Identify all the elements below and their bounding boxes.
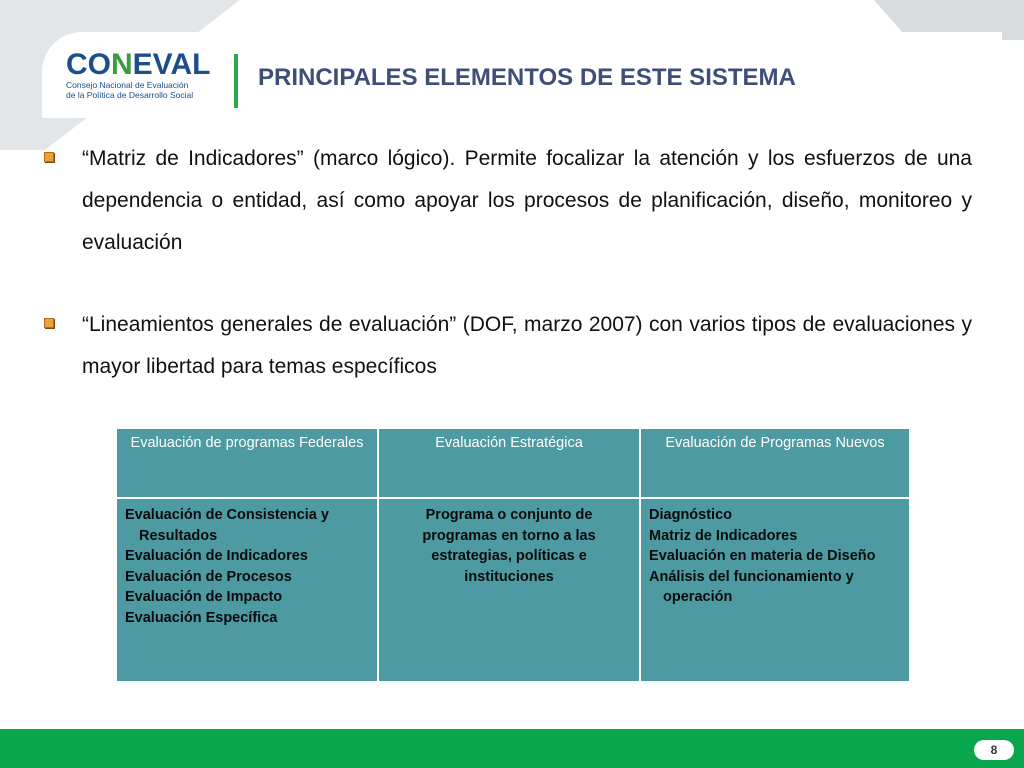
bullet-text: “Lineamientos generales de evaluación” (DOF, marzo 2007) con varios tipos de evaluaciones y mayor libertad para temas específicos — [82, 313, 972, 378]
table-cell-federales — [116, 498, 378, 682]
list-item: Análisis del funcionamiento y operación — [649, 568, 854, 605]
bullet-square-icon — [44, 318, 54, 328]
list-item: Diagnóstico — [649, 507, 733, 523]
list-item: Evaluación de Indicadores — [125, 548, 308, 564]
coneval-logo — [66, 50, 216, 112]
list-item: Evaluación en materia de Diseño — [649, 548, 876, 564]
list-item: Evaluación de Consistencia y Resultados — [125, 507, 329, 544]
bullet-item — [42, 138, 972, 264]
bullet-item — [42, 304, 972, 388]
table-header-cell: Evaluación de Programas Nuevos — [640, 428, 910, 498]
table-cell-estrategica: Programa o conjunto de programas en torno a las estrategias, políticas e instituciones — [378, 498, 640, 682]
bullet-text: “Matriz de Indicadores” (marco lógico). Permite focalizar la atención y los esfuerzos de una dependencia o entidad, así como apoyar los procesos de planificación, diseño, monitoreo y evaluación — [82, 147, 972, 254]
bullet-list — [42, 138, 972, 428]
table-header-cell: Evaluación Estratégica — [378, 428, 640, 498]
table-header-cell: Evaluación de programas Federales — [116, 428, 378, 498]
page-title: PRINCIPALES ELEMENTOS DE ESTE SISTEMA — [258, 64, 796, 91]
logo-subtitle-line1: Consejo Nacional de Evaluación — [66, 80, 189, 90]
list-item: Evaluación de Procesos — [125, 568, 292, 585]
page-number: 8 — [974, 740, 1014, 760]
logo-wordmark: CONEVAL — [66, 48, 211, 81]
table-header-row — [116, 428, 910, 498]
evaluation-table — [115, 427, 911, 683]
logo-subtitle-line2: de la Política de Desarrollo Social — [66, 90, 194, 100]
header-divider — [234, 54, 238, 108]
table-row — [116, 498, 910, 682]
list-item: Evaluación de Impacto — [125, 589, 283, 605]
bullet-square-icon — [44, 152, 54, 162]
list-item: Matriz de Indicadores — [649, 527, 798, 544]
table-cell-nuevos — [640, 498, 910, 682]
footer-band — [0, 729, 1024, 768]
list-item: Evaluación Específica — [125, 609, 278, 626]
